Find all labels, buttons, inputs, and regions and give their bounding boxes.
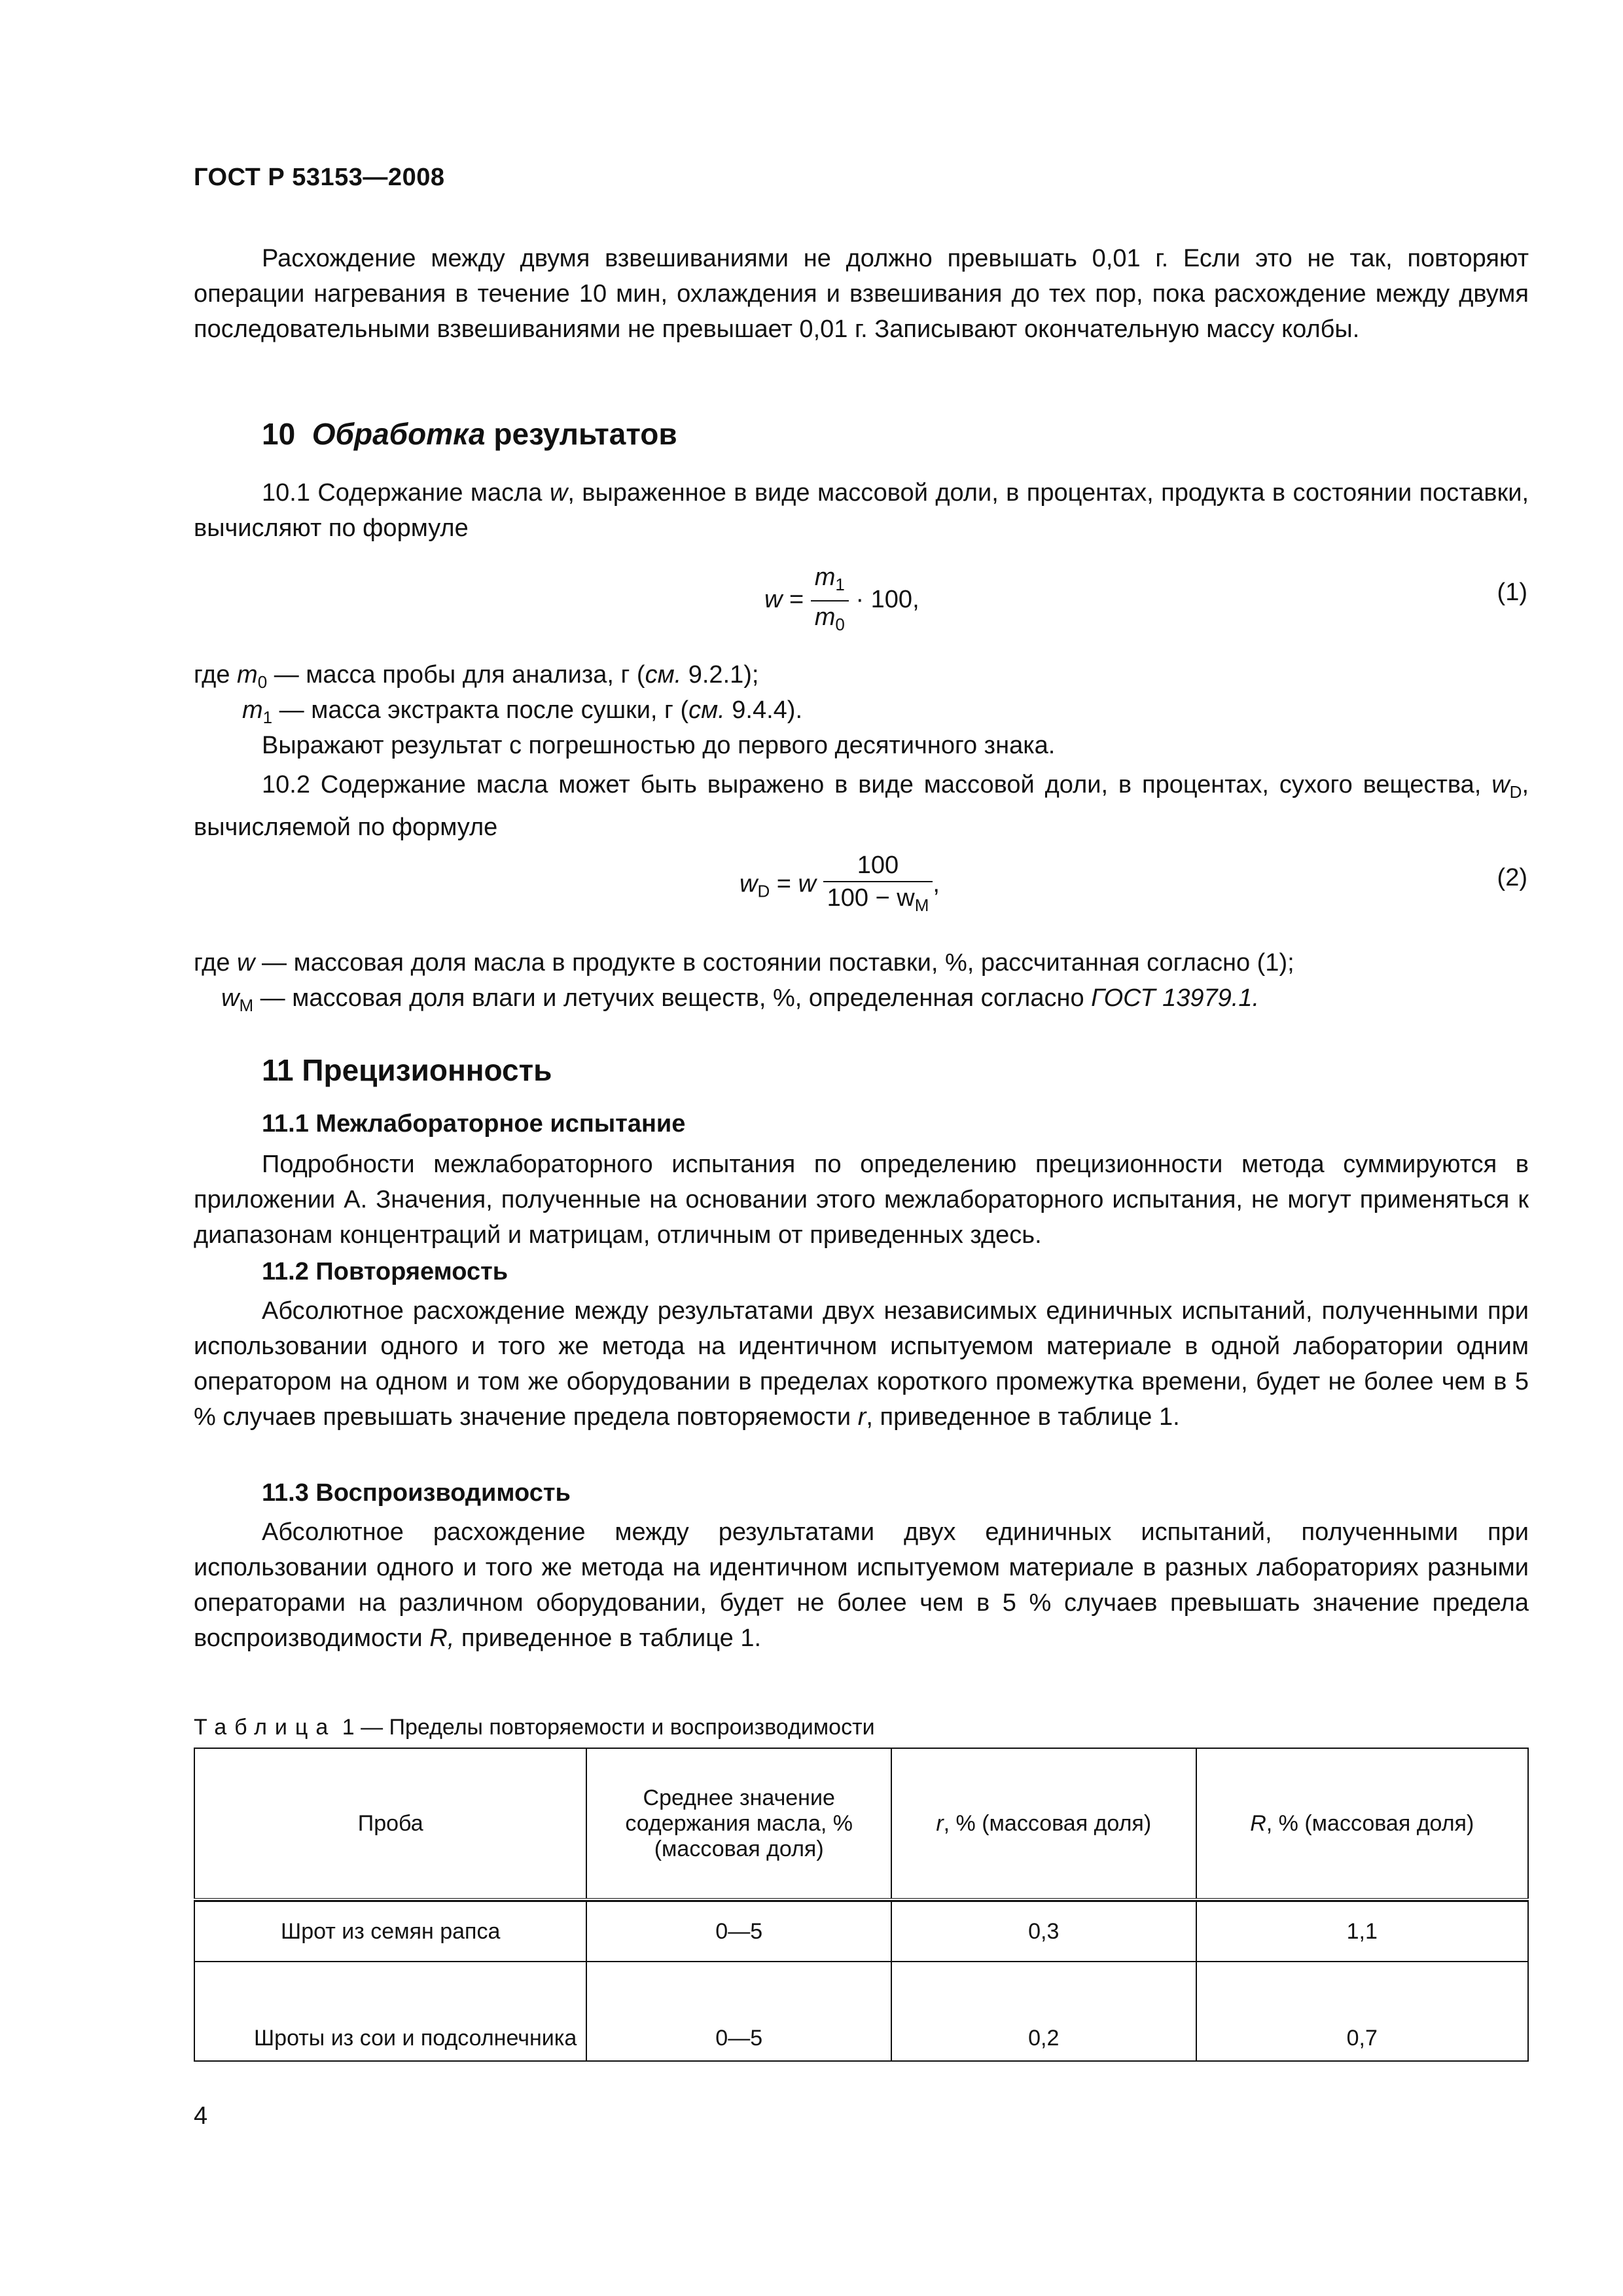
- section-11-3-block: [194, 1515, 1529, 1656]
- formula-2-fraction: [823, 850, 933, 921]
- header-mean: Среднее значение содержания масла, % (массовая доля): [586, 1748, 891, 1899]
- section-10-2-block: [194, 767, 1529, 845]
- table-caption-rest: 1 — Пределы повторяемости и воспроизводимости: [336, 1715, 875, 1740]
- p10-2-sub: D: [1509, 782, 1522, 802]
- where-2-a-var: w: [237, 949, 255, 977]
- table-header-row: [194, 1748, 1528, 1899]
- where-2-b-ref: ГОСТ 13979.1.: [1091, 984, 1260, 1012]
- p10-2-prefix: 10.2 Содержание масла может быть выражено в виде массовой доли, в процентах, сухого вещества,: [262, 771, 1482, 798]
- header-R: [1196, 1748, 1529, 1899]
- where-1-b-see: см.: [688, 696, 725, 724]
- header-sample: Проба: [194, 1748, 586, 1899]
- p10-1-prefix: 10.1 Содержание масла: [262, 479, 543, 507]
- document-header: ГОСТ Р 53153—2008: [194, 164, 445, 191]
- section-11-3-paragraph: [194, 1515, 1529, 1656]
- formula-1-numerator: [811, 562, 849, 601]
- page-number: 4: [194, 2102, 208, 2130]
- where-2-a-text: — массовая доля масла в продукте в состоянии поставки, %, рассчитанная согласно (1);: [255, 949, 1294, 977]
- p10-1-var: w: [549, 479, 568, 507]
- formula-2-label: (2): [1497, 864, 1527, 891]
- s11-3-var: R,: [429, 1624, 455, 1652]
- formula-2: $w_D = w$ $\frac{100}{100 - w_M}$ ,: [740, 850, 940, 921]
- table-caption-word: Таблица: [194, 1715, 336, 1740]
- f2-den-text: 100 − w: [827, 884, 915, 912]
- table-row: [194, 1962, 1528, 2061]
- header-r-rest: , % (массовая доля): [943, 1810, 1152, 1836]
- where-1-b-sub: 1: [262, 708, 273, 727]
- section-11-1-paragraph: Подробности межлабораторного испытания по определению прецизионности метода суммируются в приложении А. Значения, полученные на основании этого межлабораторного испытания, не могут применяться к диапазонам концентраций и матрицам, отличным от приведенных здесь.: [194, 1151, 1529, 1249]
- formula-1-label: (1): [1497, 579, 1527, 606]
- row-2-R: 0,7: [1196, 1962, 1529, 2061]
- section-10-title: [262, 416, 677, 452]
- s11-3-text-b: приведенное в таблице 1.: [454, 1624, 762, 1652]
- header-r-var: r: [936, 1810, 944, 1836]
- f1-den-var: m: [814, 603, 836, 631]
- table-row: [194, 1901, 1528, 1962]
- where-2-b-var: w: [221, 984, 240, 1012]
- s11-2-text-a: Абсолютное расхождение между результатами двух независимых единичных испытаний, полученными при использовании одного и того же метода на идентичном испытуемом материале в одной лаборатории одним оператором на одном и том же оборудовании в пределах короткого промежутка времени, будет не более чем в 5 % случаев превышать значение предела повторяемости: [194, 1297, 1529, 1431]
- table-caption: [194, 1715, 875, 1740]
- intro-paragraph: Расхождение между двумя взвешиваниями не должно превышать 0,01 г. Если это не так, повторяют операции нагревания в течение 10 мин, охлаждения и взвешивания до тех пор, пока расхождение между двумя последовательными взвешиваниями не превышает 0,01 г. Записывают окончательную массу колбы.: [194, 245, 1529, 343]
- row-1-sample: Шрот из семян рапса: [194, 1901, 586, 1962]
- header-R-var: R: [1250, 1810, 1266, 1836]
- f1-num-var: m: [814, 564, 836, 591]
- section-11-2-title: 11.2 Повторяемость: [262, 1258, 508, 1285]
- express-line: Выражают результат с погрешностью до первого десятичного знака.: [262, 732, 1056, 759]
- where-1-b: [242, 696, 802, 728]
- s11-2-var: r: [857, 1403, 866, 1431]
- where-1-a-prefix: где: [194, 661, 230, 689]
- formula-1: w = $\frac{m_1}{m_0}$ · 100,: [764, 562, 919, 640]
- row-1-R: 1,1: [1196, 1901, 1529, 1962]
- section-11-2-paragraph: [194, 1293, 1529, 1435]
- section-11-1-block: [194, 1147, 1529, 1253]
- formula-2-numerator: 100: [823, 850, 933, 882]
- section-11-3-title: 11.3 Воспроизводимость: [262, 1479, 571, 1507]
- formula-1-denominator: [811, 601, 849, 640]
- s11-3-text-a: Абсолютное расхождение между результатами двух единичных испытаний, полученными при использовании одного и того же метода на идентичном испытуемом материале в разных лабораториях разными операторами на различном оборудовании, будет не более чем в 5 % случаев превышать значение предела воспроизводимости: [194, 1518, 1529, 1652]
- where-2-a: [194, 949, 1294, 977]
- section-10-2-paragraph: [194, 767, 1529, 845]
- where-1-a-ref: 9.2.1);: [681, 661, 759, 689]
- where-1-b-ref: 9.4.4).: [724, 696, 803, 724]
- where-2-b-text: — массовая доля влаги и летучих веществ, %, определенная согласно: [253, 984, 1084, 1012]
- intro-block: [194, 241, 1529, 347]
- section-10-1-block: [194, 475, 1529, 546]
- f2-den-sub: M: [914, 895, 929, 915]
- section-10-1-paragraph: [194, 475, 1529, 546]
- formula-1-fraction: [811, 562, 849, 640]
- section-11-2-block: [194, 1293, 1529, 1435]
- p10-1-rest: , выраженное в виде массовой доли, в процентах, продукта в состоянии поставки, вычисляют по формуле: [194, 479, 1529, 542]
- p10-2-var: w: [1491, 771, 1510, 798]
- where-1-b-text: — масса экстракта после сушки, г (: [272, 696, 689, 724]
- s11-2-text-b: , приведенное в таблице 1.: [866, 1403, 1180, 1431]
- formula-1-tail: · 100,: [855, 586, 919, 614]
- row-2-mean: 0—5: [586, 1962, 891, 2061]
- section-11-1-title: 11.1 Межлабораторное испытание: [262, 1110, 686, 1138]
- f1-num-sub: 1: [835, 575, 845, 594]
- row-1-r: 0,3: [891, 1901, 1196, 1962]
- header-r: [891, 1748, 1196, 1899]
- where-1-a: [194, 661, 758, 692]
- where-2-b-sub: M: [239, 996, 254, 1015]
- formula-2-lhs-sub: D: [757, 881, 770, 901]
- where-2-a-prefix: где: [194, 949, 230, 977]
- row-1-mean: 0—5: [586, 1901, 891, 1962]
- section-10-title-rest: результатов: [493, 417, 677, 451]
- where-1-b-var: m: [242, 696, 263, 724]
- section-11-title: 11 Прецизионность: [262, 1053, 552, 1087]
- section-10-number: 10: [262, 417, 296, 451]
- formula-1-lhs: w: [764, 586, 783, 614]
- formula-2-mid: w: [798, 870, 816, 898]
- where-1-a-var: m: [237, 661, 258, 689]
- where-1-a-see: см.: [645, 661, 682, 689]
- formula-2-tail: ,: [933, 870, 940, 898]
- row-2-r: 0,2: [891, 1962, 1196, 2061]
- formula-2-lhs: w: [740, 870, 758, 898]
- header-R-rest: , % (массовая доля): [1266, 1810, 1474, 1836]
- row-2-sample: Шроты из сои и подсолнечника: [194, 1962, 586, 2061]
- where-1-a-text: — масса пробы для анализа, г (: [267, 661, 645, 689]
- section-10-title-italic: Обработка: [312, 417, 486, 451]
- precision-table: [194, 1748, 1529, 2062]
- formula-2-denominator: [823, 882, 933, 921]
- f1-den-sub: 0: [835, 615, 845, 634]
- where-2-b: [221, 984, 1259, 1016]
- p10-2-rest: , вычисляемой по формуле: [194, 771, 1529, 841]
- where-1-a-sub: 0: [257, 672, 268, 692]
